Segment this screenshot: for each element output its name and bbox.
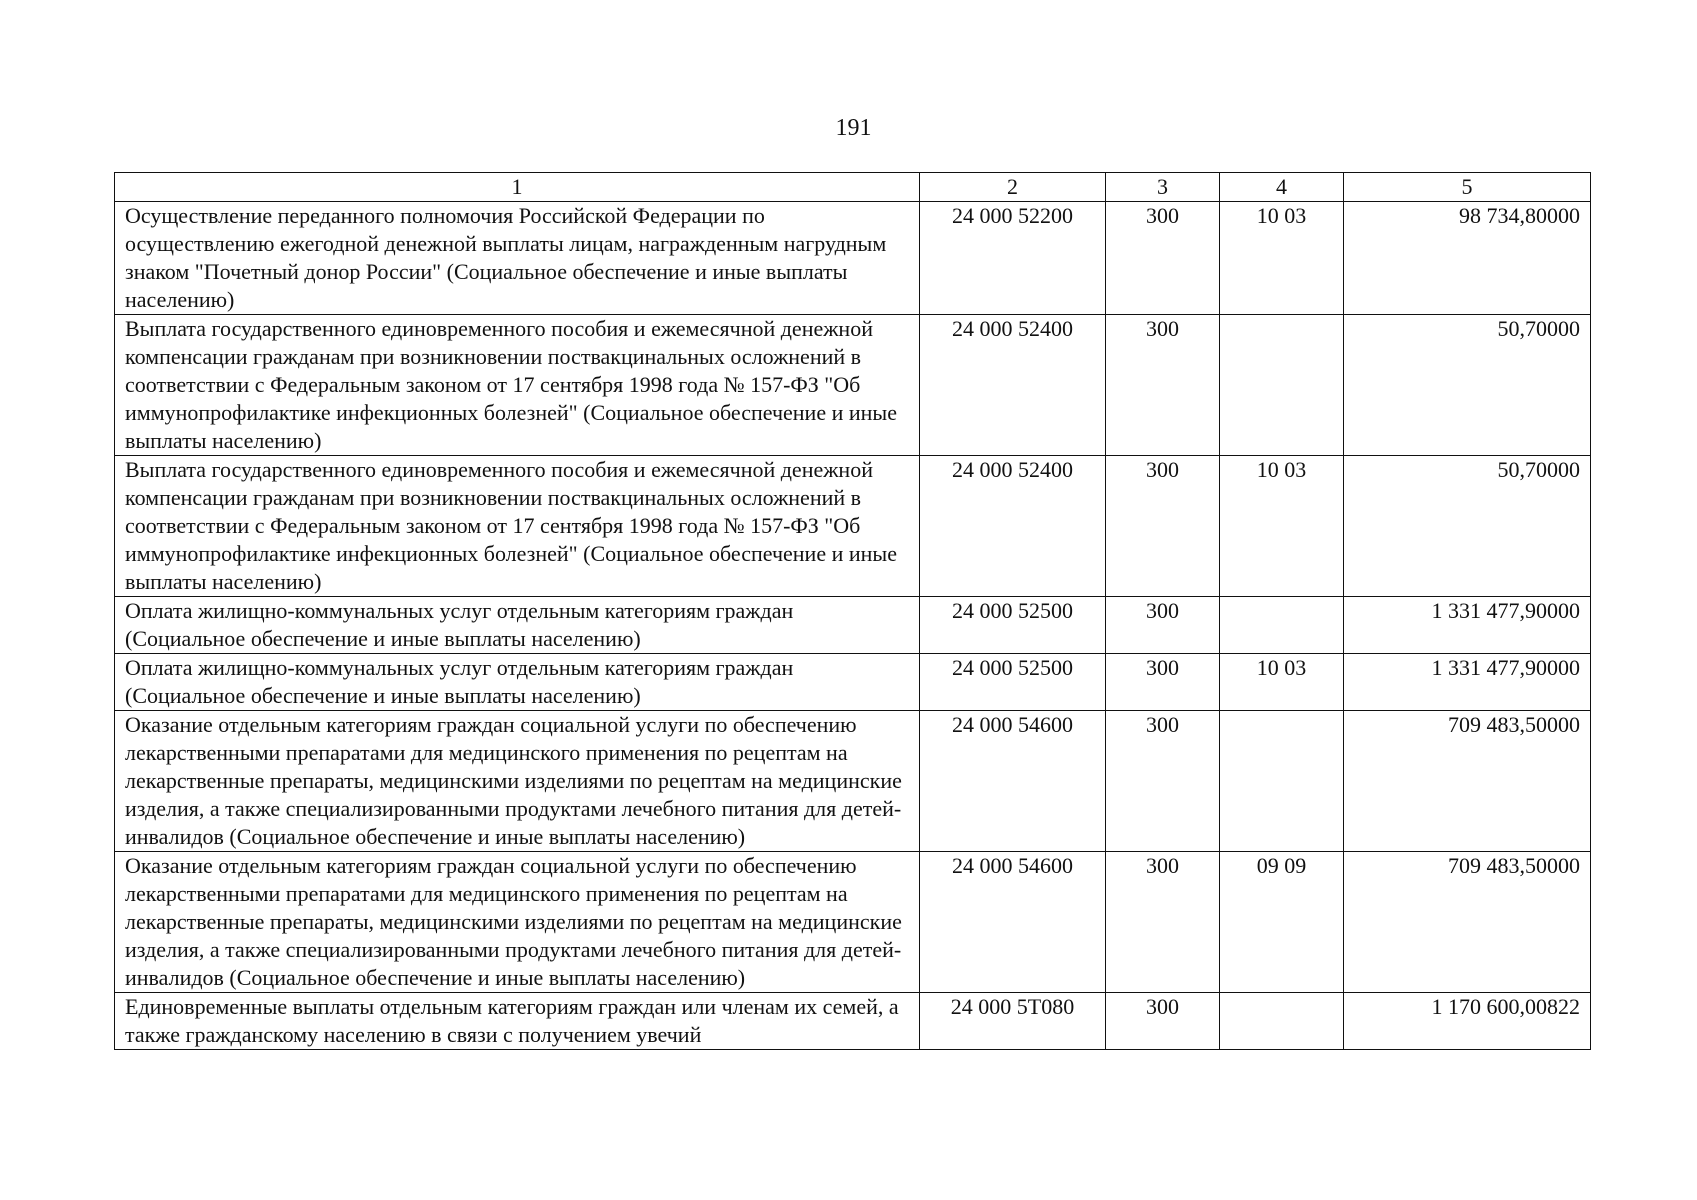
row-name: Оказание отдельным категориям граждан социальной услуги по обеспечению лекарственными препаратами для медицинского применения по рецептам на лекарственные препараты, медицинскими изделиями по рецептам на медицинские изделия, а также специализированными продуктами лечебного питания для детей-инвалидов (Социальное обеспечение и иные выплаты населению) bbox=[115, 711, 920, 852]
header-col-1: 1 bbox=[115, 173, 920, 202]
row-name: Оказание отдельным категориям граждан социальной услуги по обеспечению лекарственными препаратами для медицинского применения по рецептам на лекарственные препараты, медицинскими изделиями по рецептам на медицинские изделия, а также специализированными продуктами лечебного питания для детей-инвалидов (Социальное обеспечение и иные выплаты населению) bbox=[115, 852, 920, 993]
table-row bbox=[115, 654, 1591, 711]
row-amount: 1 331 477,90000 bbox=[1344, 654, 1591, 711]
table-row bbox=[115, 993, 1591, 1050]
row-code: 24 000 5Т080 bbox=[920, 993, 1106, 1050]
table-row bbox=[115, 202, 1591, 315]
row-amount: 50,70000 bbox=[1344, 456, 1591, 597]
row-code: 24 000 54600 bbox=[920, 711, 1106, 852]
row-section: 10 03 bbox=[1220, 456, 1344, 597]
row-type: 300 bbox=[1106, 711, 1220, 852]
row-code: 24 000 52500 bbox=[920, 597, 1106, 654]
row-code: 24 000 52400 bbox=[920, 315, 1106, 456]
row-type: 300 bbox=[1106, 852, 1220, 993]
row-amount: 50,70000 bbox=[1344, 315, 1591, 456]
header-col-3: 3 bbox=[1106, 173, 1220, 202]
row-name: Осуществление переданного полномочия Российской Федерации по осуществлению ежегодной денежной выплаты лицам, награжденным нагрудным знаком "Почетный донор России" (Социальное обеспечение и иные выплаты населению) bbox=[115, 202, 920, 315]
row-section bbox=[1220, 993, 1344, 1050]
row-code: 24 000 52400 bbox=[920, 456, 1106, 597]
row-section: 10 03 bbox=[1220, 654, 1344, 711]
row-amount: 1 170 600,00822 bbox=[1344, 993, 1591, 1050]
row-type: 300 bbox=[1106, 993, 1220, 1050]
row-section bbox=[1220, 315, 1344, 456]
row-type: 300 bbox=[1106, 456, 1220, 597]
row-amount: 709 483,50000 bbox=[1344, 852, 1591, 993]
header-col-5: 5 bbox=[1344, 173, 1591, 202]
row-name: Выплата государственного единовременного пособия и ежемесячной денежной компенсации гражданам при возникновении поствакцинальных осложнений в соответствии с Федеральным законом от 17 сентября 1998 года № 157-ФЗ "Об иммунопрофилактике инфекционных болезней" (Социальное обеспечение и иные выплаты населению) bbox=[115, 315, 920, 456]
row-section bbox=[1220, 711, 1344, 852]
row-section: 09 09 bbox=[1220, 852, 1344, 993]
table-header bbox=[115, 173, 1591, 202]
row-type: 300 bbox=[1106, 202, 1220, 315]
table-row bbox=[115, 711, 1591, 852]
page-number: 191 bbox=[835, 115, 872, 141]
row-code: 24 000 52500 bbox=[920, 654, 1106, 711]
row-type: 300 bbox=[1106, 597, 1220, 654]
header-row bbox=[115, 173, 1591, 202]
table-row bbox=[115, 456, 1591, 597]
header-col-2: 2 bbox=[920, 173, 1106, 202]
row-section: 10 03 bbox=[1220, 202, 1344, 315]
row-amount: 709 483,50000 bbox=[1344, 711, 1591, 852]
row-name: Выплата государственного единовременного пособия и ежемесячной денежной компенсации гражданам при возникновении поствакцинальных осложнений в соответствии с Федеральным законом от 17 сентября 1998 года № 157-ФЗ "Об иммунопрофилактике инфекционных болезней" (Социальное обеспечение и иные выплаты населению) bbox=[115, 456, 920, 597]
row-code: 24 000 54600 bbox=[920, 852, 1106, 993]
row-name: Оплата жилищно-коммунальных услуг отдельным категориям граждан (Социальное обеспечение и иные выплаты населению) bbox=[115, 654, 920, 711]
row-section bbox=[1220, 597, 1344, 654]
table-row bbox=[115, 315, 1591, 456]
row-amount: 98 734,80000 bbox=[1344, 202, 1591, 315]
row-name: Единовременные выплаты отдельным категориям граждан или членам их семей, а также гражданскому населению в связи с получением увечий bbox=[115, 993, 920, 1050]
header-col-4: 4 bbox=[1220, 173, 1344, 202]
table-row bbox=[115, 597, 1591, 654]
row-name: Оплата жилищно-коммунальных услуг отдельным категориям граждан (Социальное обеспечение и иные выплаты населению) bbox=[115, 597, 920, 654]
budget-table bbox=[114, 172, 1591, 1050]
row-amount: 1 331 477,90000 bbox=[1344, 597, 1591, 654]
row-type: 300 bbox=[1106, 315, 1220, 456]
row-type: 300 bbox=[1106, 654, 1220, 711]
table-body bbox=[115, 202, 1591, 1050]
table-row bbox=[115, 852, 1591, 993]
row-code: 24 000 52200 bbox=[920, 202, 1106, 315]
